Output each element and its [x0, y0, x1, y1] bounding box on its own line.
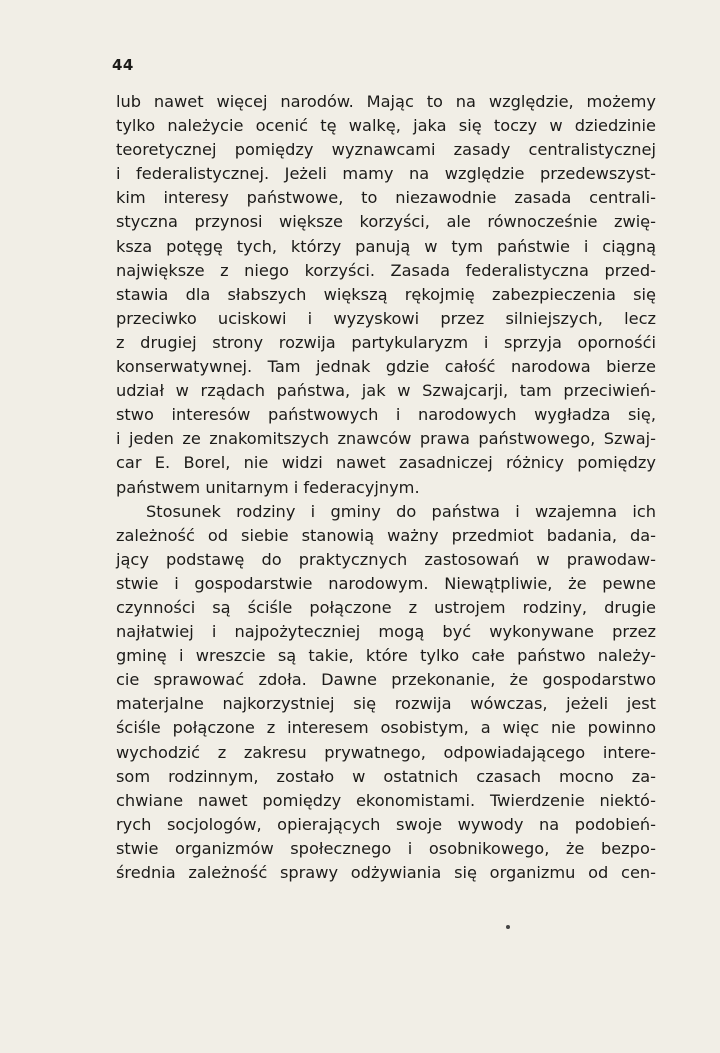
- text-line: chwiane nawet pomiędzy ekonomistami. Twierdzenie niektó-: [116, 790, 656, 810]
- text-line: styczna przynosi większe korzyści, ale równocześnie zwię-: [116, 212, 656, 232]
- text-line: udział w rządach państwa, jak w Szwajcarji, tam przeciwień-: [116, 381, 656, 401]
- text-line: kim interesy państwowe, to niezawodnie zasada centrali-: [116, 188, 656, 208]
- text-line: gminę i wreszcie są takie, które tylko całe państwo należy-: [116, 646, 656, 666]
- text-line: ściśle połączone z interesem osobistym, a więc nie powinno: [116, 718, 656, 738]
- text-line: czynności są ściśle połączone z ustrojem rodziny, drugie: [116, 597, 656, 617]
- text-line: największe z niego korzyści. Zasada federalistyczna przed-: [116, 260, 656, 280]
- text-line: stwie organizmów społecznego i osobnikowego, że bezpo-: [116, 838, 656, 858]
- text-line: cie sprawować zdoła. Dawne przekonanie, że gospodarstwo: [116, 670, 656, 690]
- text-line: wychodzić z zakresu prywatnego, odpowiadającego intere-: [116, 742, 656, 762]
- text-line: średnia zależność sprawy odżywiania się organizmu od cen-: [116, 863, 656, 882]
- text-line: ksza potęgę tych, którzy panują w tym państwie i ciągną: [116, 236, 656, 256]
- text-line: stwie i gospodarstwie narodowym. Niewątpliwie, że pewne: [116, 573, 656, 593]
- text-line: zależność od siebie stanowią ważny przedmiot badania, da-: [116, 525, 656, 545]
- text-line: rych socjologów, opierających swoje wywody na podobień-: [116, 814, 656, 834]
- text-line: i federalistycznej. Jeżeli mamy na względzie przedewszyst-: [116, 164, 656, 184]
- text-line: jący podstawę do praktycznych zastosowań w prawodaw-: [116, 549, 656, 569]
- text-line: z drugiej strony rozwija partykularyzm i sprzyja opornośći: [116, 332, 656, 352]
- page-number: 44: [112, 56, 134, 74]
- text-line: materjalne najkorzystniej się rozwija wówczas, jeżeli jest: [116, 694, 656, 714]
- text-line: car E. Borel, nie widzi nawet zasadniczej różnicy pomiędzy: [116, 453, 656, 473]
- text-line: stawia dla słabszych większą rękojmię zabezpieczenia się: [116, 284, 656, 304]
- text-line: i jeden ze znakomitszych znawców prawa państwowego, Szwaj-: [116, 429, 656, 449]
- text-line: lub nawet więcej narodów. Mając to na względzie, możemy: [116, 92, 656, 111]
- text-line: som rodzinnym, zostało w ostatnich czasach mocno za-: [116, 766, 656, 786]
- text-line: teoretycznej pomiędzy wyznawcami zasady centralistycznej: [116, 140, 656, 160]
- text-line: najłatwiej i najpożyteczniej mogą być wykonywane przez: [116, 622, 656, 642]
- text-line: tylko należycie ocenić tę walkę, jaka się toczy w dziedzinie: [116, 116, 656, 136]
- text-line: przeciwko uciskowi i wyzyskowi przez silniejszych, lecz: [116, 308, 656, 328]
- body-text: [116, 90, 656, 885]
- text-line: konserwatywnej. Tam jednak gdzie całość narodowa bierze: [116, 357, 656, 377]
- paragraph-end-line: państwem unitarnym i federacyjnym.: [116, 477, 420, 497]
- ink-speck: [506, 925, 510, 929]
- text-line: stwo interesów państwowych i narodowych wygładza się,: [116, 405, 656, 425]
- paragraph-start-line: Stosunek rodziny i gminy do państwa i wzajemna ich: [146, 501, 656, 521]
